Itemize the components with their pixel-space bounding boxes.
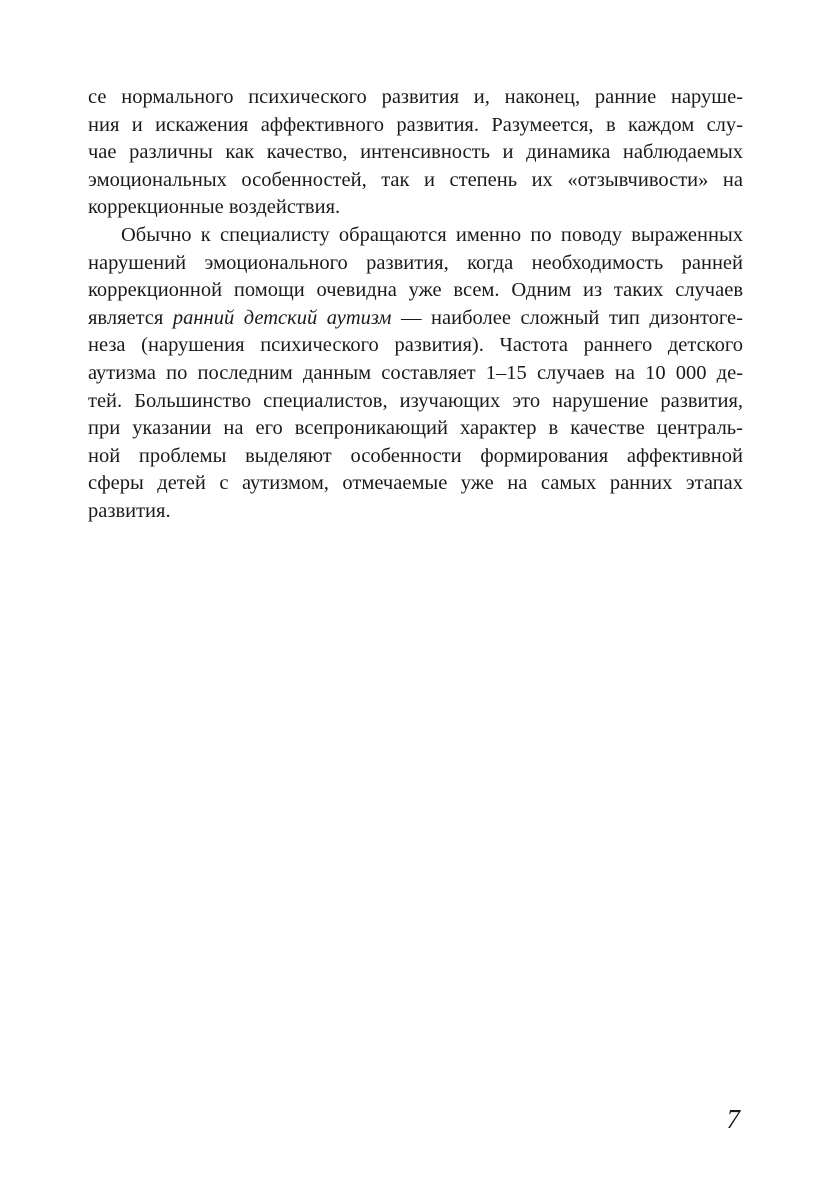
text-segment: — наиболее сложный тип дизонтоге- bbox=[391, 306, 743, 329]
text-segment: тей. Большинство специалистов, изучающих это нарушение развития, bbox=[88, 389, 743, 412]
text-line bbox=[88, 277, 743, 305]
text-segment: Обычно к специалисту обращаются именно по поводу выраженных bbox=[121, 223, 743, 246]
text-segment: аутизма по последним данным составляет 1–15 случаев на 10 000 де- bbox=[88, 361, 743, 384]
text-line bbox=[88, 470, 743, 498]
text-line bbox=[88, 443, 743, 471]
text-segment: ной проблемы выделяют особенности формирования аффективной bbox=[88, 444, 743, 467]
text-segment: сферы детей с аутизмом, отмечаемые уже на самых ранних этапах bbox=[88, 472, 743, 495]
text-line bbox=[88, 360, 743, 388]
text-line bbox=[88, 222, 743, 250]
text-segment: эмоциональных особенностей, так и степень их «отзывчивости» на bbox=[88, 168, 743, 191]
text-line bbox=[88, 415, 743, 443]
text-segment: чае различны как качество, интенсивность и динамика наблюдаемых bbox=[88, 141, 743, 164]
text-segment: является bbox=[88, 306, 173, 329]
text-segment: при указании на его всепроникающий характер в качестве централь- bbox=[88, 417, 743, 440]
text-line bbox=[88, 332, 743, 360]
text-line bbox=[88, 498, 743, 526]
text-line bbox=[88, 250, 743, 278]
text-segment: коррекционные воздействия. bbox=[88, 196, 341, 219]
text-segment: нарушений эмоционального развития, когда необходимость ранней bbox=[88, 251, 743, 274]
text-segment: развития. bbox=[88, 499, 171, 522]
text-line bbox=[88, 194, 743, 222]
text-line bbox=[88, 167, 743, 195]
text-segment: коррекционной помощи очевидна уже всем. Одним из таких случаев bbox=[88, 279, 743, 302]
text-line bbox=[88, 139, 743, 167]
text-segment: се нормального психического развития и, наконец, ранние наруше- bbox=[88, 86, 743, 108]
text-line bbox=[88, 112, 743, 140]
text-line bbox=[88, 305, 743, 333]
text-segment: ния и искажения аффективного развития. Разумеется, в каждом слу- bbox=[88, 113, 743, 136]
page-number: 7 bbox=[726, 1104, 740, 1134]
text-line bbox=[88, 388, 743, 416]
text-segment: неза (нарушения психического развития). Частота раннего детского bbox=[88, 334, 743, 357]
text-line bbox=[88, 84, 743, 112]
italic-term: ранний детский аутизм bbox=[172, 306, 392, 329]
page-text bbox=[88, 84, 743, 526]
